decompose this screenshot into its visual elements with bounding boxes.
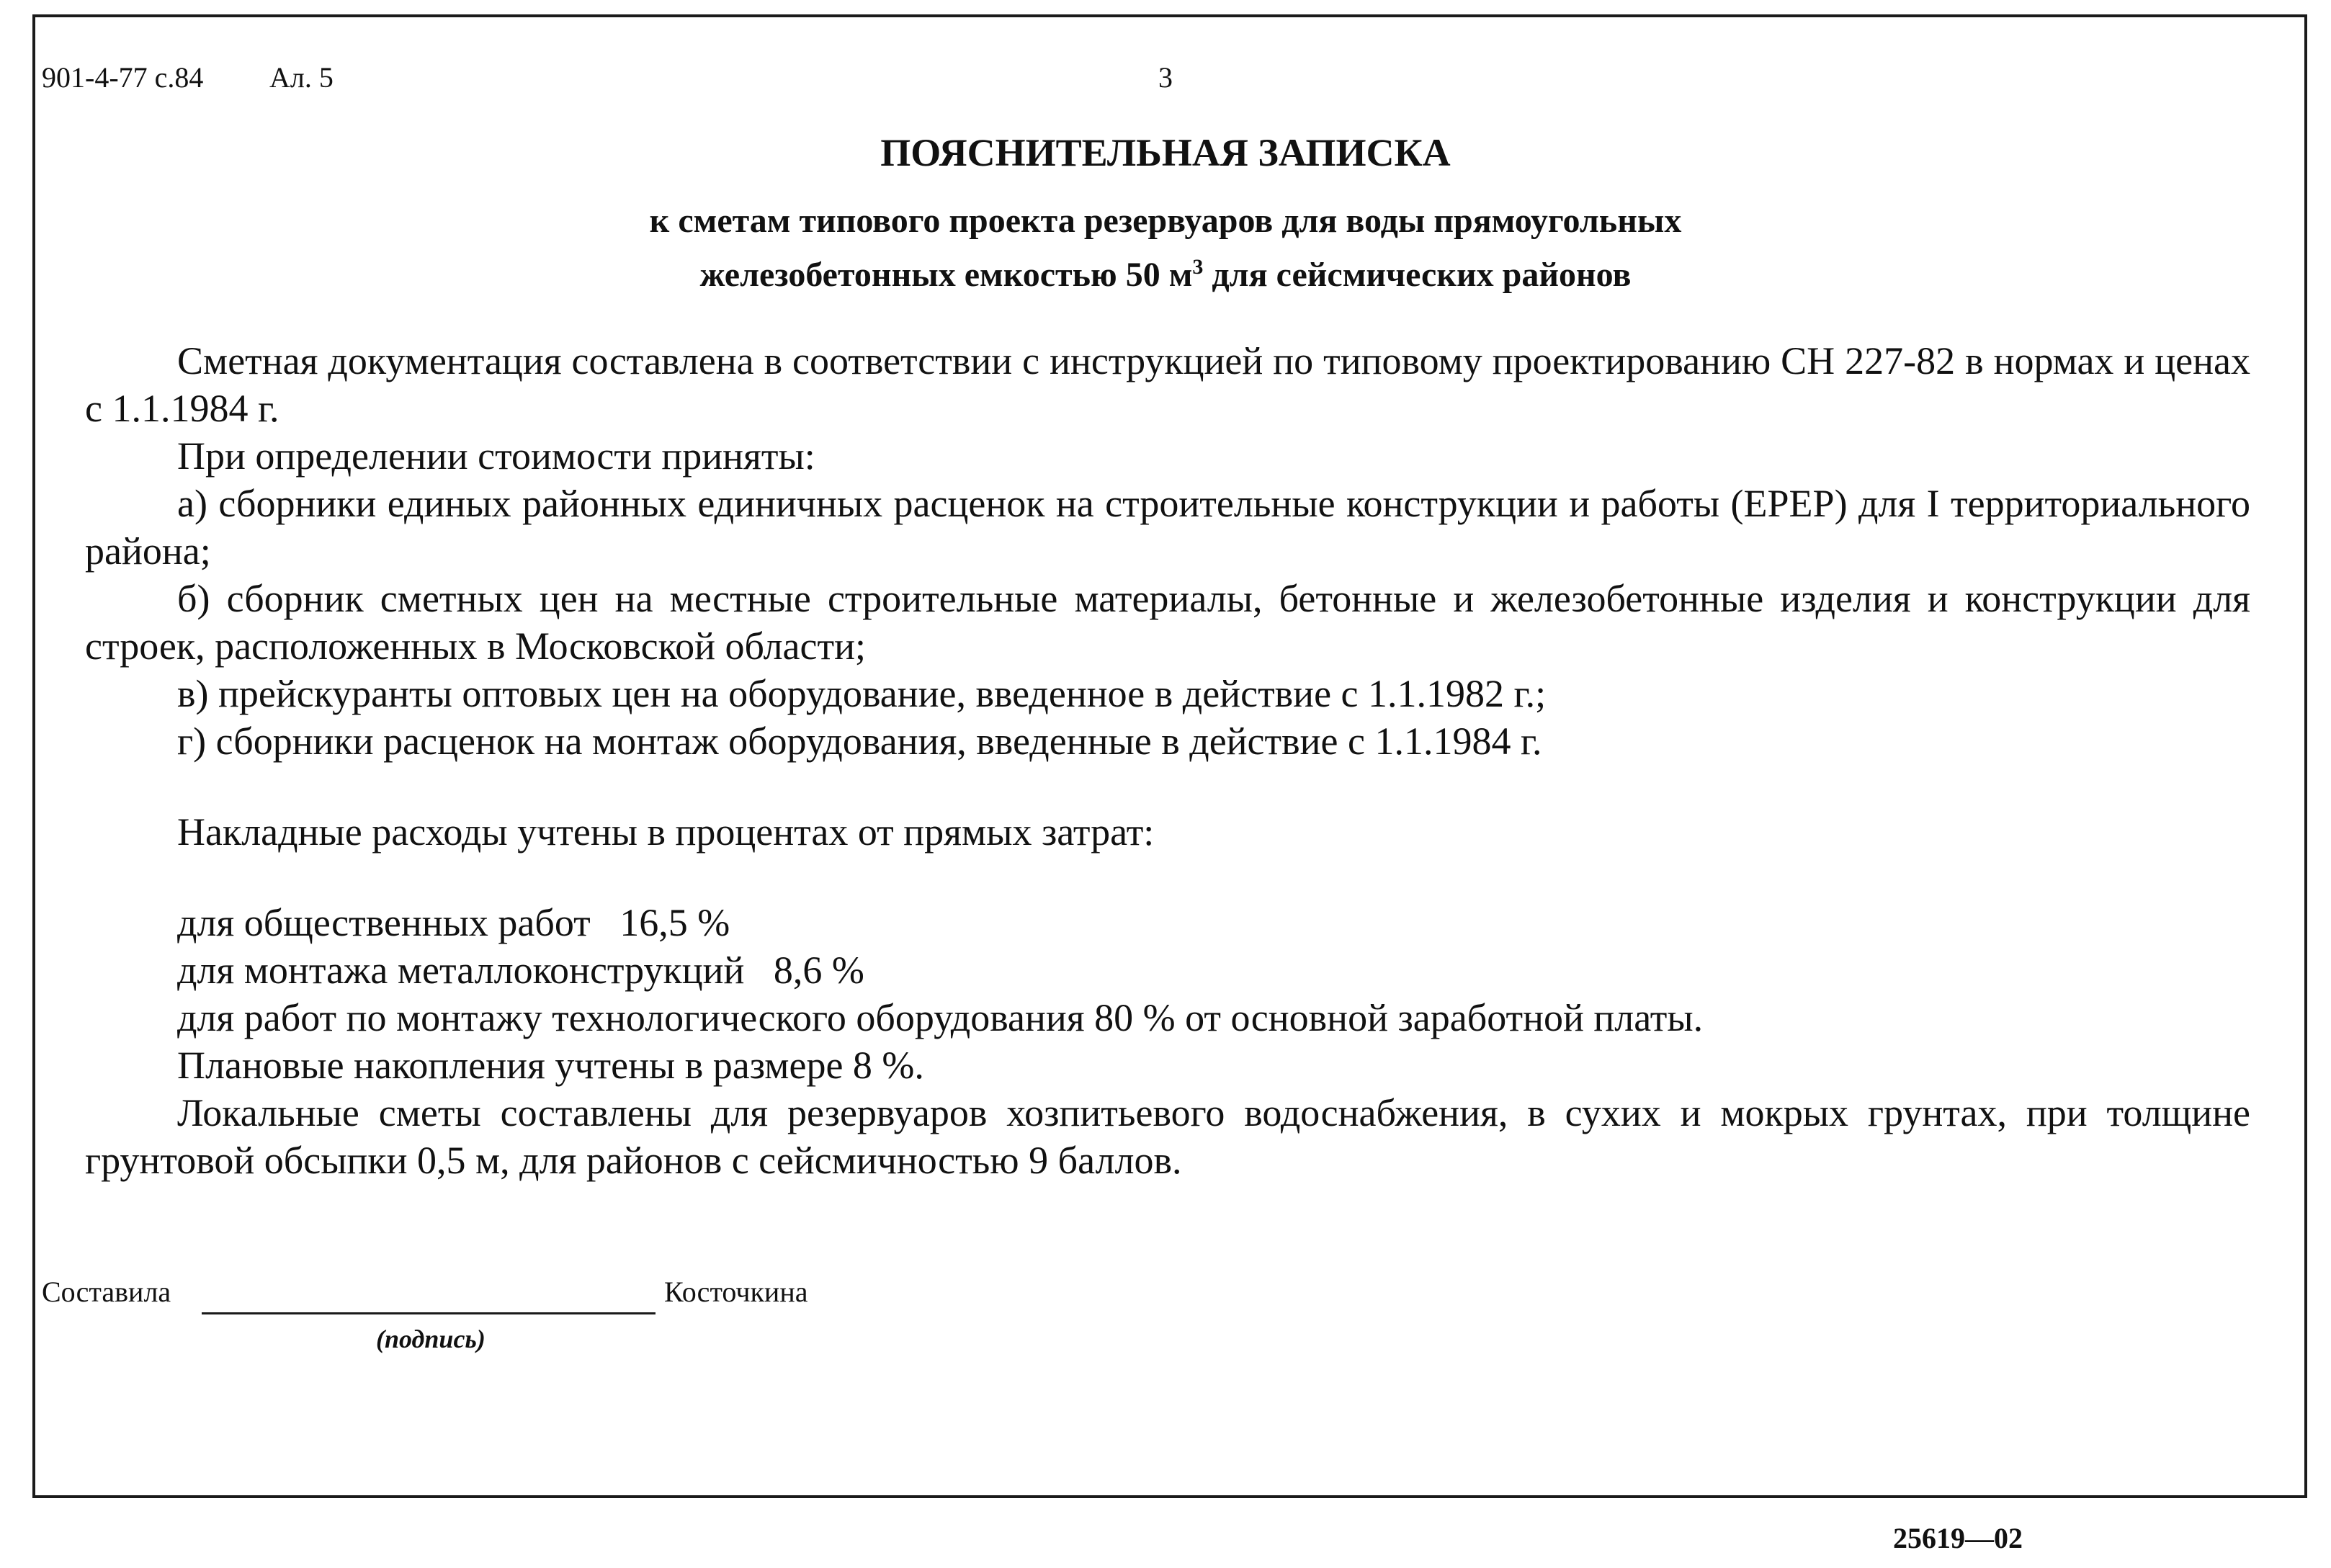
document-code: 901-4-77 с.84 — [42, 61, 204, 94]
sheet-label: Ал. 5 — [269, 61, 334, 94]
rate-value: 8,6 % — [773, 949, 864, 992]
overhead-rate-equipment: для работ по монтажу технологического оборудования 80 % от основной заработной платы. — [177, 996, 1704, 1039]
spacer — [85, 765, 2250, 808]
page-number: 3 — [1158, 61, 1173, 94]
overhead-rate-public-works — [85, 899, 2250, 946]
signature-caption: (подпись) — [376, 1325, 486, 1353]
document-title: ПОЯСНИТЕЛЬНАЯ ЗАПИСКА — [880, 131, 1451, 174]
paragraph-cost-intro: При определении стоимости приняты: — [177, 434, 815, 478]
signature-line — [202, 1312, 656, 1314]
paragraph-basis: Сметная документация составлена в соответствии с инструкцией по типовому проектированию СН 227-82 в нормах и ценах с 1.1.1984 г. — [85, 339, 2250, 430]
subtitle-text-end: для сейсмических районов — [1203, 256, 1632, 294]
spacer — [85, 856, 2250, 899]
overhead-rate-metal-structures — [85, 946, 2250, 994]
paragraph-overhead-intro: Накладные расходы учтены в процентах от прямых затрат: — [177, 810, 1155, 854]
footer-code: 25619—02 — [1893, 1522, 2023, 1554]
compiled-by-label: Составила — [42, 1276, 171, 1308]
subtitle-text: железобетонных емкостью 50 м — [699, 256, 1193, 294]
paragraph-local-estimates: Локальные сметы составлены для резервуаров хозпитьевого водоснабжения, в сухих и мокрых грунтах, при толщине грунтовой обсыпки 0,5 м, для районов с сейсмичностью 9 баллов. — [85, 1091, 2250, 1182]
rate-label: для монтажа металлоконструкций — [177, 949, 745, 992]
paragraph-planned-savings: Плановые накопления учтены в размере 8 %. — [177, 1044, 924, 1087]
document-subtitle-line-2 — [0, 246, 2331, 296]
list-item-b: б) сборник сметных цен на местные строительные материалы, бетонные и железобетонные изделия и конструкции для строек, расположенных в Московской области; — [85, 577, 2250, 668]
list-item-g: г) сборники расценок на монтаж оборудования, введенные в действие с 1.1.1984 г. — [177, 720, 1542, 763]
list-item-v: в) прейскуранты оптовых цен на оборудование, введенное в действие с 1.1.1982 г.; — [177, 672, 1547, 715]
document-subtitle-line-1: к сметам типового проекта резервуаров для воды прямоугольных — [649, 202, 1682, 240]
superscript-cubic: 3 — [1192, 255, 1204, 279]
list-item-a: а) сборники единых районных единичных расценок на строительные конструкции и работы (ЕРЕР) для I территориального района; — [85, 482, 2250, 573]
explanatory-note-body — [85, 337, 2250, 1184]
compiler-name: Косточкина — [664, 1276, 808, 1308]
rate-value: 16,5 % — [619, 901, 730, 944]
rate-label: для общественных работ — [177, 901, 591, 944]
